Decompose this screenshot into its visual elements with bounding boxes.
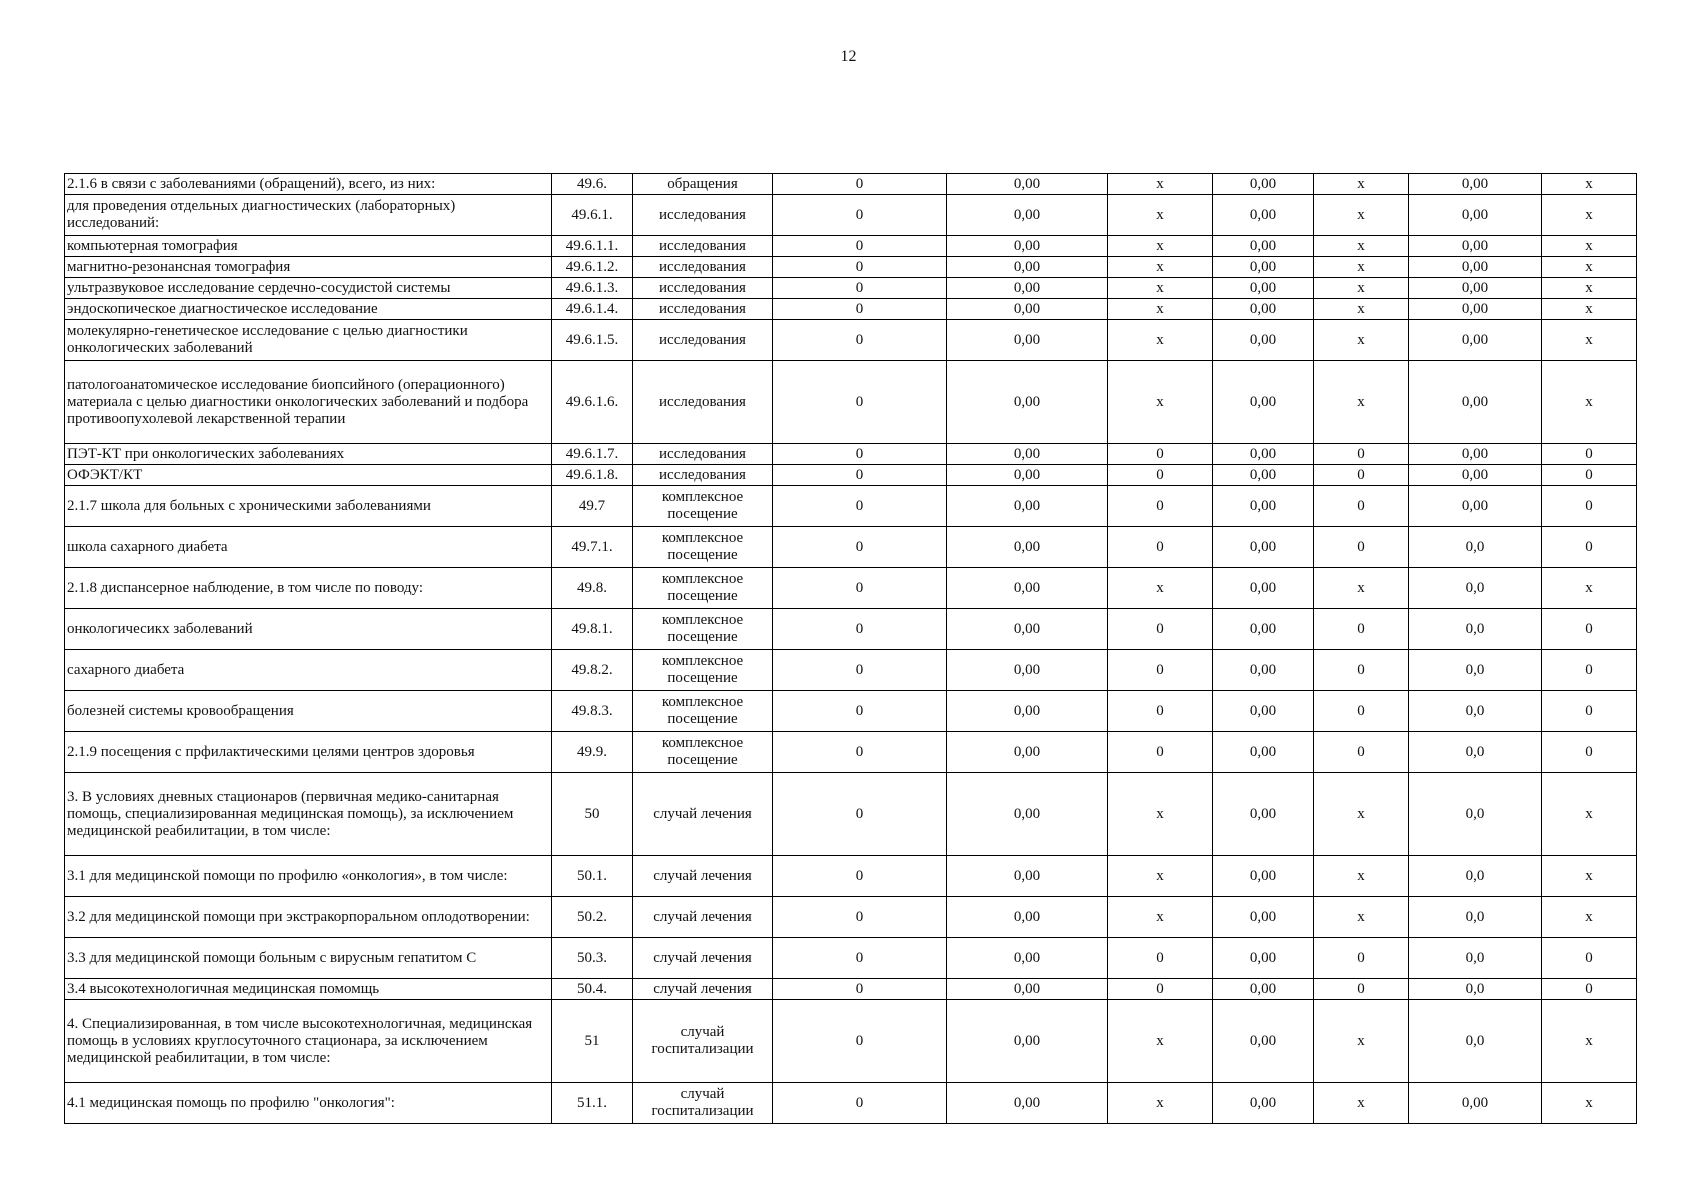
- table-row: [65, 174, 1637, 195]
- row-value-4: 0,00: [1213, 691, 1314, 732]
- row-value-1: 0: [773, 732, 947, 773]
- row-value-3: 0: [1108, 979, 1213, 1000]
- row-name: сахарного диабета: [65, 650, 552, 691]
- row-name: 4.1 медицинская помощь по профилю "онкология":: [65, 1083, 552, 1124]
- row-name: школа сахарного диабета: [65, 527, 552, 568]
- row-value-4: 0,00: [1213, 979, 1314, 1000]
- row-unit: исследования: [633, 236, 773, 257]
- row-unit: случай лечения: [633, 938, 773, 979]
- row-value-3: 0: [1108, 650, 1213, 691]
- row-value-3: х: [1108, 1000, 1213, 1083]
- row-value-1: 0: [773, 320, 947, 361]
- row-unit: случай лечения: [633, 979, 773, 1000]
- row-value-2: 0,00: [947, 257, 1108, 278]
- row-code: 49.6.1.3.: [552, 278, 633, 299]
- row-code: 49.7: [552, 486, 633, 527]
- row-value-1: 0: [773, 174, 947, 195]
- row-value-2: 0,00: [947, 465, 1108, 486]
- row-unit: исследования: [633, 299, 773, 320]
- row-value-1: 0: [773, 1000, 947, 1083]
- row-unit: комплексное посещение: [633, 486, 773, 527]
- row-value-6: 0,00: [1409, 299, 1542, 320]
- row-unit: исследования: [633, 320, 773, 361]
- row-code: 50.2.: [552, 897, 633, 938]
- row-value-2: 0,00: [947, 527, 1108, 568]
- row-value-1: 0: [773, 236, 947, 257]
- row-value-3: 0: [1108, 527, 1213, 568]
- row-value-4: 0,00: [1213, 299, 1314, 320]
- row-value-7: х: [1542, 856, 1637, 897]
- row-value-7: 0: [1542, 486, 1637, 527]
- row-value-6: 0,00: [1409, 320, 1542, 361]
- row-value-6: 0,0: [1409, 568, 1542, 609]
- row-code: 50: [552, 773, 633, 856]
- row-value-7: х: [1542, 174, 1637, 195]
- table-row: [65, 1000, 1637, 1083]
- row-value-2: 0,00: [947, 856, 1108, 897]
- row-unit: комплексное посещение: [633, 732, 773, 773]
- row-value-4: 0,00: [1213, 773, 1314, 856]
- row-value-7: 0: [1542, 650, 1637, 691]
- row-value-4: 0,00: [1213, 465, 1314, 486]
- row-unit: комплексное посещение: [633, 609, 773, 650]
- row-value-4: 0,00: [1213, 257, 1314, 278]
- row-name: 2.1.6 в связи с заболеваниями (обращений), всего, из них:: [65, 174, 552, 195]
- row-value-4: 0,00: [1213, 1083, 1314, 1124]
- row-value-4: 0,00: [1213, 650, 1314, 691]
- row-value-5: 0: [1314, 938, 1409, 979]
- table-row: [65, 856, 1637, 897]
- row-value-6: 0,0: [1409, 527, 1542, 568]
- row-value-1: 0: [773, 856, 947, 897]
- table-row: [65, 609, 1637, 650]
- row-value-2: 0,00: [947, 1083, 1108, 1124]
- row-value-7: х: [1542, 773, 1637, 856]
- row-unit: случай лечения: [633, 897, 773, 938]
- row-value-7: х: [1542, 257, 1637, 278]
- table-row: [65, 938, 1637, 979]
- row-value-6: 0,00: [1409, 174, 1542, 195]
- row-value-4: 0,00: [1213, 609, 1314, 650]
- row-value-6: 0,00: [1409, 257, 1542, 278]
- row-value-6: 0,00: [1409, 236, 1542, 257]
- row-value-3: х: [1108, 278, 1213, 299]
- row-value-1: 0: [773, 691, 947, 732]
- row-value-5: х: [1314, 1083, 1409, 1124]
- row-value-2: 0,00: [947, 174, 1108, 195]
- row-value-4: 0,00: [1213, 278, 1314, 299]
- row-value-3: х: [1108, 299, 1213, 320]
- row-name: болезней системы кровообращения: [65, 691, 552, 732]
- row-value-5: 0: [1314, 527, 1409, 568]
- table-row: [65, 361, 1637, 444]
- row-unit: случай госпитализации: [633, 1083, 773, 1124]
- row-code: 49.6.1.8.: [552, 465, 633, 486]
- row-value-7: х: [1542, 320, 1637, 361]
- row-value-4: 0,00: [1213, 527, 1314, 568]
- row-name: магнитно-резонансная томография: [65, 257, 552, 278]
- row-code: 49.8.1.: [552, 609, 633, 650]
- row-value-7: х: [1542, 236, 1637, 257]
- row-name: 2.1.9 посещения с прфилактическими целями центров здоровья: [65, 732, 552, 773]
- page-number: 12: [840, 48, 857, 65]
- row-value-3: х: [1108, 174, 1213, 195]
- row-value-5: х: [1314, 361, 1409, 444]
- row-value-6: 0,0: [1409, 856, 1542, 897]
- row-value-7: 0: [1542, 938, 1637, 979]
- row-value-3: 0: [1108, 609, 1213, 650]
- row-code: 49.6.1.7.: [552, 444, 633, 465]
- row-name: 4. Специализированная, в том числе высокотехнологичная, медицинская помощь в условиях круглосуточного стационара, за исключением медицинской реабилитации, в том числе:: [65, 1000, 552, 1083]
- row-value-7: 0: [1542, 444, 1637, 465]
- row-value-1: 0: [773, 527, 947, 568]
- row-value-7: 0: [1542, 979, 1637, 1000]
- row-value-4: 0,00: [1213, 195, 1314, 236]
- row-value-5: х: [1314, 195, 1409, 236]
- row-value-6: 0,00: [1409, 465, 1542, 486]
- table-row: [65, 979, 1637, 1000]
- table-row: [65, 444, 1637, 465]
- row-code: 49.8.2.: [552, 650, 633, 691]
- table-row: [65, 650, 1637, 691]
- row-value-5: 0: [1314, 732, 1409, 773]
- row-value-7: х: [1542, 897, 1637, 938]
- row-value-2: 0,00: [947, 361, 1108, 444]
- row-value-6: 0,0: [1409, 938, 1542, 979]
- row-value-7: 0: [1542, 609, 1637, 650]
- row-value-5: х: [1314, 299, 1409, 320]
- data-table: [64, 173, 1637, 1124]
- row-code: 49.7.1.: [552, 527, 633, 568]
- row-value-2: 0,00: [947, 444, 1108, 465]
- row-value-1: 0: [773, 650, 947, 691]
- row-name: 3.2 для медицинской помощи при экстракорпоральном оплодотворении:: [65, 897, 552, 938]
- row-value-5: х: [1314, 897, 1409, 938]
- row-unit: случай госпитализации: [633, 1000, 773, 1083]
- row-value-3: х: [1108, 568, 1213, 609]
- row-value-7: х: [1542, 361, 1637, 444]
- row-value-1: 0: [773, 486, 947, 527]
- row-code: 49.6.1.: [552, 195, 633, 236]
- row-value-2: 0,00: [947, 299, 1108, 320]
- row-value-3: 0: [1108, 486, 1213, 527]
- row-value-5: х: [1314, 236, 1409, 257]
- row-value-5: х: [1314, 320, 1409, 361]
- row-value-5: х: [1314, 1000, 1409, 1083]
- row-value-4: 0,00: [1213, 568, 1314, 609]
- row-name: для проведения отдельных диагностических (лабораторных) исследований:: [65, 195, 552, 236]
- table-row: [65, 568, 1637, 609]
- row-value-1: 0: [773, 444, 947, 465]
- row-value-2: 0,00: [947, 979, 1108, 1000]
- row-value-2: 0,00: [947, 732, 1108, 773]
- row-value-6: 0,0: [1409, 897, 1542, 938]
- row-value-1: 0: [773, 897, 947, 938]
- row-value-3: 0: [1108, 732, 1213, 773]
- row-value-2: 0,00: [947, 691, 1108, 732]
- row-value-2: 0,00: [947, 609, 1108, 650]
- row-value-1: 0: [773, 568, 947, 609]
- row-value-3: х: [1108, 320, 1213, 361]
- row-value-2: 0,00: [947, 195, 1108, 236]
- row-value-7: х: [1542, 1000, 1637, 1083]
- row-value-6: 0,0: [1409, 732, 1542, 773]
- row-value-3: 0: [1108, 938, 1213, 979]
- row-value-5: х: [1314, 278, 1409, 299]
- row-value-4: 0,00: [1213, 174, 1314, 195]
- row-value-7: х: [1542, 299, 1637, 320]
- row-name: эндоскопическое диагностическое исследование: [65, 299, 552, 320]
- row-value-6: 0,0: [1409, 609, 1542, 650]
- row-value-1: 0: [773, 278, 947, 299]
- row-value-3: х: [1108, 856, 1213, 897]
- row-value-4: 0,00: [1213, 732, 1314, 773]
- row-value-1: 0: [773, 979, 947, 1000]
- row-unit: исследования: [633, 465, 773, 486]
- row-value-2: 0,00: [947, 650, 1108, 691]
- row-value-4: 0,00: [1213, 320, 1314, 361]
- table-row: [65, 773, 1637, 856]
- row-code: 50.4.: [552, 979, 633, 1000]
- row-value-4: 0,00: [1213, 1000, 1314, 1083]
- row-unit: комплексное посещение: [633, 691, 773, 732]
- row-value-1: 0: [773, 361, 947, 444]
- row-value-5: 0: [1314, 609, 1409, 650]
- row-value-3: х: [1108, 897, 1213, 938]
- row-value-1: 0: [773, 1083, 947, 1124]
- row-value-2: 0,00: [947, 938, 1108, 979]
- row-value-4: 0,00: [1213, 856, 1314, 897]
- row-code: 49.6.1.2.: [552, 257, 633, 278]
- row-unit: комплексное посещение: [633, 568, 773, 609]
- row-value-3: х: [1108, 773, 1213, 856]
- row-unit: обращения: [633, 174, 773, 195]
- row-value-3: х: [1108, 257, 1213, 278]
- table-row: [65, 732, 1637, 773]
- row-name: 3.4 высокотехнологичная медицинская помомщь: [65, 979, 552, 1000]
- row-value-1: 0: [773, 938, 947, 979]
- row-value-1: 0: [773, 195, 947, 236]
- row-unit: комплексное посещение: [633, 650, 773, 691]
- row-name: молекулярно-генетическое исследование с целью диагностики онкологических заболеваний: [65, 320, 552, 361]
- row-value-1: 0: [773, 299, 947, 320]
- row-value-5: 0: [1314, 465, 1409, 486]
- row-value-2: 0,00: [947, 236, 1108, 257]
- table-row: [65, 527, 1637, 568]
- row-code: 49.6.1.1.: [552, 236, 633, 257]
- row-code: 49.9.: [552, 732, 633, 773]
- row-code: 49.8.: [552, 568, 633, 609]
- row-code: 50.3.: [552, 938, 633, 979]
- row-code: 49.6.1.5.: [552, 320, 633, 361]
- row-value-7: 0: [1542, 732, 1637, 773]
- row-value-5: 0: [1314, 444, 1409, 465]
- row-code: 51: [552, 1000, 633, 1083]
- row-code: 50.1.: [552, 856, 633, 897]
- row-value-3: х: [1108, 361, 1213, 444]
- row-value-6: 0,0: [1409, 773, 1542, 856]
- row-value-6: 0,0: [1409, 691, 1542, 732]
- table-row: [65, 278, 1637, 299]
- row-value-6: 0,00: [1409, 444, 1542, 465]
- row-value-2: 0,00: [947, 897, 1108, 938]
- row-value-5: 0: [1314, 650, 1409, 691]
- row-name: 2.1.8 диспансерное наблюдение, в том числе по поводу:: [65, 568, 552, 609]
- row-value-3: 0: [1108, 691, 1213, 732]
- row-value-7: 0: [1542, 691, 1637, 732]
- row-value-2: 0,00: [947, 278, 1108, 299]
- table-row: [65, 1083, 1637, 1124]
- row-name: 2.1.7 школа для больных с хроническими заболеваниями: [65, 486, 552, 527]
- row-value-4: 0,00: [1213, 444, 1314, 465]
- row-code: 49.6.1.4.: [552, 299, 633, 320]
- row-name: компьютерная томография: [65, 236, 552, 257]
- row-value-2: 0,00: [947, 320, 1108, 361]
- row-value-6: 0,0: [1409, 1000, 1542, 1083]
- row-unit: исследования: [633, 195, 773, 236]
- row-value-2: 0,00: [947, 486, 1108, 527]
- row-value-7: 0: [1542, 465, 1637, 486]
- row-name: онкологичесикх заболеваний: [65, 609, 552, 650]
- row-name: патологоанатомическое исследование биопсийного (операционного) материала с целью диагностики онкологических заболеваний и подбора противоопухолевой лекарственной терапии: [65, 361, 552, 444]
- row-name: 3.3 для медицинской помощи больным с вирусным гепатитом С: [65, 938, 552, 979]
- table-row: [65, 195, 1637, 236]
- row-value-3: х: [1108, 195, 1213, 236]
- table-row: [65, 299, 1637, 320]
- row-value-4: 0,00: [1213, 361, 1314, 444]
- row-value-6: 0,0: [1409, 650, 1542, 691]
- row-value-4: 0,00: [1213, 236, 1314, 257]
- row-value-7: 0: [1542, 527, 1637, 568]
- row-value-1: 0: [773, 609, 947, 650]
- row-unit: случай лечения: [633, 856, 773, 897]
- row-value-5: 0: [1314, 691, 1409, 732]
- row-value-2: 0,00: [947, 568, 1108, 609]
- row-value-5: 0: [1314, 979, 1409, 1000]
- row-value-4: 0,00: [1213, 938, 1314, 979]
- row-unit: исследования: [633, 361, 773, 444]
- row-unit: случай лечения: [633, 773, 773, 856]
- row-value-7: х: [1542, 195, 1637, 236]
- row-value-3: 0: [1108, 465, 1213, 486]
- row-name: 3.1 для медицинской помощи по профилю «онкология», в том числе:: [65, 856, 552, 897]
- row-value-5: х: [1314, 773, 1409, 856]
- row-value-3: х: [1108, 236, 1213, 257]
- row-value-4: 0,00: [1213, 486, 1314, 527]
- row-value-7: х: [1542, 568, 1637, 609]
- table-row: [65, 897, 1637, 938]
- row-value-6: 0,00: [1409, 278, 1542, 299]
- row-code: 49.6.1.6.: [552, 361, 633, 444]
- row-value-5: х: [1314, 856, 1409, 897]
- row-unit: исследования: [633, 257, 773, 278]
- row-name: ОФЭКТ/КТ: [65, 465, 552, 486]
- row-value-2: 0,00: [947, 1000, 1108, 1083]
- table-row: [65, 486, 1637, 527]
- row-value-7: х: [1542, 1083, 1637, 1124]
- row-value-7: х: [1542, 278, 1637, 299]
- row-value-1: 0: [773, 257, 947, 278]
- row-unit: исследования: [633, 278, 773, 299]
- row-value-6: 0,0: [1409, 979, 1542, 1000]
- row-value-5: 0: [1314, 486, 1409, 527]
- row-name: 3. В условиях дневных стационаров (первичная медико-санитарная помощь, специализированная медицинская помощь), за исключением медицинской реабилитации, в том числе:: [65, 773, 552, 856]
- row-value-5: х: [1314, 257, 1409, 278]
- row-value-2: 0,00: [947, 773, 1108, 856]
- row-value-4: 0,00: [1213, 897, 1314, 938]
- row-value-6: 0,00: [1409, 361, 1542, 444]
- row-value-6: 0,00: [1409, 1083, 1542, 1124]
- row-value-1: 0: [773, 465, 947, 486]
- row-value-6: 0,00: [1409, 486, 1542, 527]
- table-row: [65, 691, 1637, 732]
- row-name: ПЭТ-КТ при онкологических заболеваниях: [65, 444, 552, 465]
- row-code: 49.8.3.: [552, 691, 633, 732]
- row-value-3: 0: [1108, 444, 1213, 465]
- row-value-1: 0: [773, 773, 947, 856]
- row-code: 49.6.: [552, 174, 633, 195]
- table-row: [65, 465, 1637, 486]
- table-row: [65, 236, 1637, 257]
- row-code: 51.1.: [552, 1083, 633, 1124]
- table-row: [65, 320, 1637, 361]
- row-unit: исследования: [633, 444, 773, 465]
- table-row: [65, 257, 1637, 278]
- row-value-3: х: [1108, 1083, 1213, 1124]
- row-value-5: х: [1314, 568, 1409, 609]
- row-unit: комплексное посещение: [633, 527, 773, 568]
- row-name: ультразвуковое исследование сердечно-сосудистой системы: [65, 278, 552, 299]
- row-value-6: 0,00: [1409, 195, 1542, 236]
- row-value-5: х: [1314, 174, 1409, 195]
